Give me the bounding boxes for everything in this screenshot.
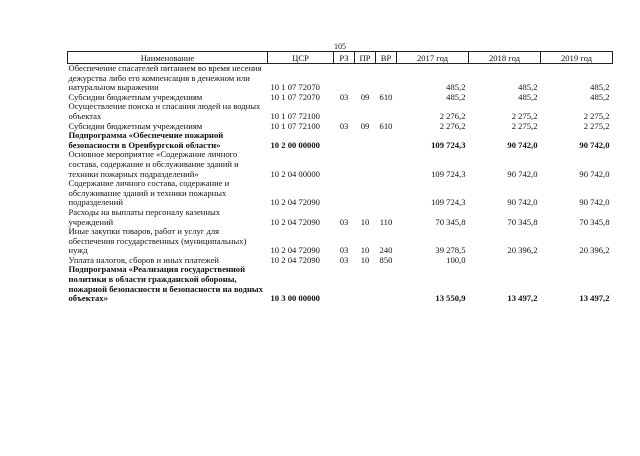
row-2018: 2 275,2 bbox=[511, 110, 538, 121]
row-csr: 10 1 07 72070 bbox=[270, 82, 320, 93]
table-row bbox=[68, 265, 613, 303]
header-name: Наименование bbox=[68, 52, 268, 64]
row-name: Подпрограмма «Обеспечение пожарной безопасности в Оренбургской области» bbox=[68, 131, 224, 150]
header-vr: ВР bbox=[376, 52, 397, 64]
row-vr bbox=[376, 64, 397, 93]
row-2017: 485,2 bbox=[446, 82, 466, 93]
row-pr bbox=[355, 64, 376, 93]
row-csr: 10 2 04 00000 bbox=[270, 168, 320, 179]
row-vr bbox=[376, 179, 397, 208]
row-2018: 485,2 bbox=[518, 82, 538, 93]
row-2018: 90 742,0 bbox=[507, 197, 538, 208]
row-pr bbox=[355, 150, 376, 179]
table-row bbox=[68, 131, 613, 150]
row-2018: 70 345,8 bbox=[507, 216, 538, 227]
row-2018: 90 742,0 bbox=[507, 168, 538, 179]
row-vr: 610 bbox=[379, 92, 393, 102]
row-2017: 39 278,5 bbox=[435, 245, 466, 256]
row-csr: 10 2 04 72090 bbox=[270, 245, 320, 256]
row-name: Осуществление поиска и спасания людей на водных объектах bbox=[68, 102, 261, 121]
page-number: 105 bbox=[334, 42, 346, 51]
row-vr: 850 bbox=[379, 255, 393, 265]
table-row bbox=[68, 227, 613, 256]
row-2017: 100,0 bbox=[446, 255, 466, 265]
row-pr: 10 bbox=[360, 216, 370, 227]
row-2017: 109 724,3 bbox=[431, 168, 466, 179]
row-2019: 90 742,0 bbox=[579, 197, 610, 208]
row-vr: 610 bbox=[379, 121, 393, 131]
row-rz bbox=[334, 150, 355, 179]
row-rz bbox=[334, 265, 355, 303]
row-vr bbox=[376, 150, 397, 179]
row-name: Подпрограмма «Реализация государственной политики в области гражданской обороны, пожарной безопасности и безопасности на водных объектах» bbox=[68, 265, 263, 304]
row-csr: 10 2 04 72090 bbox=[270, 255, 320, 265]
row-pr bbox=[355, 179, 376, 208]
row-csr: 10 2 00 00000 bbox=[270, 139, 320, 150]
row-name: Иные закупки товаров, работ и услуг для обеспечения государственных (муниципальных) нужд bbox=[68, 227, 247, 256]
header-2018: 2018 год bbox=[469, 52, 541, 64]
row-2019: 13 497,2 bbox=[579, 293, 610, 304]
row-2018: 90 742,0 bbox=[507, 139, 538, 150]
table-row bbox=[68, 179, 613, 208]
row-csr: 10 1 07 72070 bbox=[270, 92, 320, 102]
row-2019: 90 742,0 bbox=[579, 139, 610, 150]
row-csr: 10 2 04 72090 bbox=[270, 216, 320, 227]
row-2017: 109 724,3 bbox=[431, 139, 466, 150]
row-rz bbox=[334, 64, 355, 93]
row-vr bbox=[376, 102, 397, 121]
row-rz: 03 bbox=[339, 92, 349, 102]
table-row bbox=[68, 102, 613, 121]
row-name: Субсидии бюджетным учреждениям bbox=[68, 92, 203, 102]
row-rz: 03 bbox=[339, 121, 349, 131]
row-rz: 03 bbox=[339, 216, 349, 227]
row-2019: 2 275,2 bbox=[583, 121, 610, 131]
table-row bbox=[68, 150, 613, 179]
row-name: Основное мероприятие «Содержание личного состава, содержание и обслуживание зданий и техники пожарных подразделений» bbox=[68, 150, 239, 179]
row-2018: 485,2 bbox=[518, 92, 538, 102]
row-2019: 485,2 bbox=[590, 82, 610, 93]
row-pr bbox=[355, 102, 376, 121]
row-pr: 10 bbox=[360, 255, 370, 265]
header-csr: ЦСР bbox=[268, 52, 334, 64]
row-name: Расходы на выплаты персоналу казенных учреждений bbox=[68, 207, 221, 227]
row-2017: 485,2 bbox=[446, 92, 466, 102]
row-name: Содержание личного состава, содержание и обслуживание зданий и техники пожарных подразделений bbox=[68, 179, 230, 208]
row-name: Уплата налогов, сборов и иных платежей bbox=[68, 255, 220, 265]
row-2019: 70 345,8 bbox=[579, 216, 610, 227]
row-2017: 13 550,9 bbox=[435, 293, 466, 304]
header-rz: РЗ bbox=[334, 52, 355, 64]
row-rz bbox=[334, 102, 355, 121]
row-pr: 09 bbox=[360, 121, 370, 131]
row-2018: 13 497,2 bbox=[507, 293, 538, 304]
row-2019: 2 275,2 bbox=[583, 110, 610, 121]
row-vr: 110 bbox=[379, 216, 393, 227]
table-row bbox=[68, 208, 613, 227]
table-row bbox=[68, 256, 613, 266]
row-2017: 2 276,2 bbox=[439, 121, 466, 131]
row-vr bbox=[376, 131, 397, 150]
row-2019: 90 742,0 bbox=[579, 168, 610, 179]
row-2018: 20 396,2 bbox=[507, 245, 538, 256]
row-rz bbox=[334, 179, 355, 208]
row-csr: 10 1 07 72100 bbox=[270, 110, 320, 121]
row-2017: 70 345,8 bbox=[435, 216, 466, 227]
row-name: Субсидии бюджетным учреждениям bbox=[68, 121, 203, 131]
row-csr: 10 3 00 00000 bbox=[270, 293, 320, 304]
row-2019: 20 396,2 bbox=[579, 245, 610, 256]
row-csr: 10 2 04 72090 bbox=[270, 197, 320, 208]
row-2018 bbox=[469, 256, 541, 266]
row-pr bbox=[355, 131, 376, 150]
row-2017: 109 724,3 bbox=[431, 197, 466, 208]
row-rz: 03 bbox=[339, 245, 349, 256]
row-2017: 2 276,2 bbox=[439, 110, 466, 121]
row-pr: 10 bbox=[360, 245, 370, 256]
row-pr: 09 bbox=[360, 92, 370, 102]
row-2018: 2 275,2 bbox=[511, 121, 538, 131]
row-csr: 10 1 07 72100 bbox=[270, 121, 320, 131]
table-row bbox=[68, 93, 613, 103]
header-pr: ПР bbox=[355, 52, 376, 64]
row-2019: 485,2 bbox=[590, 92, 610, 102]
row-vr: 240 bbox=[379, 245, 393, 256]
row-2019 bbox=[541, 256, 613, 266]
table-row bbox=[68, 122, 613, 132]
row-vr bbox=[376, 265, 397, 303]
row-rz: 03 bbox=[339, 255, 349, 265]
table-header-row bbox=[68, 52, 613, 64]
table-row bbox=[68, 64, 613, 93]
budget-table bbox=[67, 51, 613, 304]
header-2019: 2019 год bbox=[541, 52, 613, 64]
header-2017: 2017 год bbox=[397, 52, 469, 64]
row-name: Обеспечение спасателей питанием во время несения дежурства либо его компенсация в денежном или натуральном выражении bbox=[68, 63, 262, 93]
row-rz bbox=[334, 131, 355, 150]
row-pr bbox=[355, 265, 376, 303]
